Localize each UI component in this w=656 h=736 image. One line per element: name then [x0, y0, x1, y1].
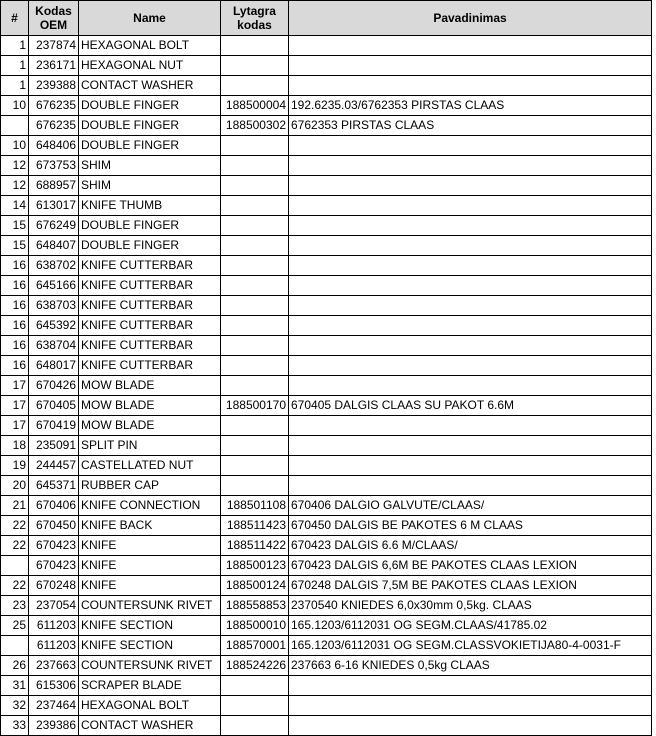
- cell-lytagra-code: [221, 156, 289, 176]
- table-row: [1, 536, 652, 556]
- cell-name: RUBBER CAP: [79, 476, 221, 496]
- table-row: [1, 316, 652, 336]
- cell-lytagra-code: [221, 296, 289, 316]
- cell-oem-code: 237874: [29, 36, 79, 56]
- cell-description: 237663 6-16 KNIEDES 0,5kg CLAAS: [289, 656, 652, 676]
- table-row: [1, 496, 652, 516]
- cell-lytagra-code: 188511423: [221, 516, 289, 536]
- cell-oem-code: 611203: [29, 636, 79, 656]
- cell-name: KNIFE CUTTERBAR: [79, 256, 221, 276]
- cell-name: KNIFE CONNECTION: [79, 496, 221, 516]
- cell-lytagra-code: [221, 436, 289, 456]
- cell-description: 670406 DALGIO GALVUTE/CLAAS/: [289, 496, 652, 516]
- cell-name: KNIFE CUTTERBAR: [79, 336, 221, 356]
- cell-lytagra-code: [221, 676, 289, 696]
- cell-number: 16: [1, 316, 29, 336]
- table-row: [1, 576, 652, 596]
- cell-name: MOW BLADE: [79, 416, 221, 436]
- cell-description: [289, 336, 652, 356]
- cell-oem-code: 670248: [29, 576, 79, 596]
- header-name: Name: [79, 1, 221, 36]
- table-row: [1, 376, 652, 396]
- cell-name: DOUBLE FINGER: [79, 116, 221, 136]
- cell-oem-code: 670419: [29, 416, 79, 436]
- cell-oem-code: 638702: [29, 256, 79, 276]
- cell-description: [289, 196, 652, 216]
- cell-description: 670405 DALGIS CLAAS SU PAKOT 6.6M: [289, 396, 652, 416]
- cell-name: DOUBLE FINGER: [79, 96, 221, 116]
- table-row: [1, 196, 652, 216]
- cell-description: [289, 276, 652, 296]
- cell-number: 26: [1, 656, 29, 676]
- cell-lytagra-code: [221, 36, 289, 56]
- cell-name: DOUBLE FINGER: [79, 136, 221, 156]
- cell-lytagra-code: [221, 456, 289, 476]
- cell-lytagra-code: [221, 196, 289, 216]
- cell-oem-code: 648017: [29, 356, 79, 376]
- cell-description: [289, 256, 652, 276]
- cell-number: 31: [1, 676, 29, 696]
- cell-description: [289, 716, 652, 736]
- table-row: [1, 436, 652, 456]
- cell-description: 670450 DALGIS BE PAKOTES 6 M CLAAS: [289, 516, 652, 536]
- cell-name: KNIFE CUTTERBAR: [79, 296, 221, 316]
- table-row: [1, 296, 652, 316]
- cell-oem-code: 688957: [29, 176, 79, 196]
- cell-oem-code: 244457: [29, 456, 79, 476]
- cell-description: [289, 236, 652, 256]
- cell-lytagra-code: [221, 376, 289, 396]
- cell-oem-code: 237054: [29, 596, 79, 616]
- cell-description: 2370540 KNIEDES 6,0x30mm 0,5kg. CLAAS: [289, 596, 652, 616]
- cell-lytagra-code: 188500123: [221, 556, 289, 576]
- table-row: [1, 696, 652, 716]
- cell-description: [289, 36, 652, 56]
- cell-lytagra-code: [221, 276, 289, 296]
- cell-number: 19: [1, 456, 29, 476]
- cell-oem-code: 670423: [29, 536, 79, 556]
- cell-name: DOUBLE FINGER: [79, 216, 221, 236]
- table-row: [1, 136, 652, 156]
- cell-lytagra-code: 188570001: [221, 636, 289, 656]
- cell-number: 16: [1, 256, 29, 276]
- table-row: [1, 556, 652, 576]
- cell-lytagra-code: [221, 316, 289, 336]
- cell-oem-code: 237663: [29, 656, 79, 676]
- cell-name: CONTACT WASHER: [79, 76, 221, 96]
- cell-oem-code: 673753: [29, 156, 79, 176]
- cell-oem-code: 613017: [29, 196, 79, 216]
- cell-oem-code: 676235: [29, 96, 79, 116]
- cell-name: KNIFE CUTTERBAR: [79, 356, 221, 376]
- cell-lytagra-code: [221, 136, 289, 156]
- table-row: [1, 656, 652, 676]
- cell-description: [289, 296, 652, 316]
- table-row: [1, 636, 652, 656]
- cell-oem-code: 645392: [29, 316, 79, 336]
- cell-name: SCRAPER BLADE: [79, 676, 221, 696]
- cell-lytagra-code: 188500004: [221, 96, 289, 116]
- cell-oem-code: 670406: [29, 496, 79, 516]
- table-row: [1, 396, 652, 416]
- cell-lytagra-code: [221, 76, 289, 96]
- table-row: [1, 336, 652, 356]
- cell-oem-code: 648406: [29, 136, 79, 156]
- cell-name: SHIM: [79, 176, 221, 196]
- table-row: [1, 156, 652, 176]
- cell-lytagra-code: 188524226: [221, 656, 289, 676]
- cell-name: COUNTERSUNK RIVET: [79, 656, 221, 676]
- cell-lytagra-code: [221, 716, 289, 736]
- cell-description: [289, 56, 652, 76]
- cell-number: 17: [1, 376, 29, 396]
- table-header: [1, 1, 652, 36]
- cell-number: 22: [1, 536, 29, 556]
- cell-oem-code: 645166: [29, 276, 79, 296]
- header-number: #: [1, 1, 29, 36]
- cell-description: [289, 316, 652, 336]
- cell-name: KNIFE: [79, 556, 221, 576]
- cell-lytagra-code: 188501108: [221, 496, 289, 516]
- cell-description: 670248 DALGIS 7,5M BE PAKOTES CLAAS LEXION: [289, 576, 652, 596]
- cell-lytagra-code: [221, 56, 289, 76]
- cell-description: 6762353 PIRSTAS CLAAS: [289, 116, 652, 136]
- cell-oem-code: 648407: [29, 236, 79, 256]
- table-row: [1, 256, 652, 276]
- cell-oem-code: 239386: [29, 716, 79, 736]
- cell-number: 1: [1, 56, 29, 76]
- table-row: [1, 456, 652, 476]
- cell-name: KNIFE CUTTERBAR: [79, 316, 221, 336]
- table-row: [1, 276, 652, 296]
- table-row: [1, 56, 652, 76]
- cell-name: CONTACT WASHER: [79, 716, 221, 736]
- cell-description: 670423 DALGIS 6.6 M/CLAAS/: [289, 536, 652, 556]
- cell-number: 25: [1, 616, 29, 636]
- cell-number: 17: [1, 396, 29, 416]
- cell-number: 16: [1, 296, 29, 316]
- cell-name: COUNTERSUNK RIVET: [79, 596, 221, 616]
- table-row: [1, 116, 652, 136]
- cell-name: KNIFE: [79, 536, 221, 556]
- cell-oem-code: 615306: [29, 676, 79, 696]
- cell-lytagra-code: 188500170: [221, 396, 289, 416]
- cell-description: [289, 476, 652, 496]
- cell-number: 10: [1, 136, 29, 156]
- table-row: [1, 516, 652, 536]
- cell-oem-code: 638704: [29, 336, 79, 356]
- cell-lytagra-code: 188558853: [221, 596, 289, 616]
- table-row: [1, 416, 652, 436]
- cell-description: 165.1203/6112031 OG SEGM.CLAAS/41785.02: [289, 616, 652, 636]
- cell-description: [289, 176, 652, 196]
- cell-name: KNIFE THUMB: [79, 196, 221, 216]
- cell-number: [1, 556, 29, 576]
- cell-number: 23: [1, 596, 29, 616]
- cell-oem-code: 676249: [29, 216, 79, 236]
- table-body: [1, 36, 652, 736]
- cell-number: 1: [1, 76, 29, 96]
- cell-description: 192.6235.03/6762353 PIRSTAS CLAAS: [289, 96, 652, 116]
- cell-oem-code: 670405: [29, 396, 79, 416]
- table-row: [1, 36, 652, 56]
- cell-oem-code: 236171: [29, 56, 79, 76]
- cell-lytagra-code: [221, 476, 289, 496]
- cell-lytagra-code: [221, 356, 289, 376]
- cell-name: MOW BLADE: [79, 376, 221, 396]
- cell-number: 12: [1, 156, 29, 176]
- cell-oem-code: 645371: [29, 476, 79, 496]
- cell-lytagra-code: [221, 696, 289, 716]
- table-row: [1, 476, 652, 496]
- cell-description: [289, 416, 652, 436]
- cell-name: KNIFE CUTTERBAR: [79, 276, 221, 296]
- cell-description: [289, 436, 652, 456]
- cell-description: [289, 216, 652, 236]
- cell-lytagra-code: [221, 216, 289, 236]
- cell-lytagra-code: [221, 256, 289, 276]
- cell-description: [289, 376, 652, 396]
- cell-number: 16: [1, 356, 29, 376]
- cell-lytagra-code: [221, 236, 289, 256]
- cell-number: 1: [1, 36, 29, 56]
- cell-number: 21: [1, 496, 29, 516]
- cell-number: 17: [1, 416, 29, 436]
- cell-number: [1, 636, 29, 656]
- cell-oem-code: 676235: [29, 116, 79, 136]
- cell-oem-code: 235091: [29, 436, 79, 456]
- table-row: [1, 216, 652, 236]
- table-row: [1, 716, 652, 736]
- cell-number: 15: [1, 216, 29, 236]
- cell-oem-code: 237464: [29, 696, 79, 716]
- cell-lytagra-code: 188500010: [221, 616, 289, 636]
- cell-description: [289, 76, 652, 96]
- cell-lytagra-code: [221, 336, 289, 356]
- header-row: [1, 1, 652, 36]
- cell-name: HEXAGONAL BOLT: [79, 36, 221, 56]
- cell-number: 10: [1, 96, 29, 116]
- table-row: [1, 76, 652, 96]
- cell-lytagra-code: 188511422: [221, 536, 289, 556]
- cell-description: [289, 456, 652, 476]
- cell-number: 16: [1, 336, 29, 356]
- cell-number: 16: [1, 276, 29, 296]
- cell-number: 12: [1, 176, 29, 196]
- cell-description: 670423 DALGIS 6,6M BE PAKOTES CLAAS LEXION: [289, 556, 652, 576]
- cell-lytagra-code: [221, 416, 289, 436]
- cell-number: 22: [1, 516, 29, 536]
- cell-oem-code: 611203: [29, 616, 79, 636]
- cell-description: [289, 676, 652, 696]
- cell-description: [289, 136, 652, 156]
- cell-name: SPLIT PIN: [79, 436, 221, 456]
- table-row: [1, 676, 652, 696]
- cell-number: 20: [1, 476, 29, 496]
- cell-description: [289, 156, 652, 176]
- cell-number: 15: [1, 236, 29, 256]
- table-row: [1, 176, 652, 196]
- table-row: [1, 96, 652, 116]
- cell-oem-code: 239388: [29, 76, 79, 96]
- table-row: [1, 236, 652, 256]
- header-oem-code: Kodas OEM: [29, 1, 79, 36]
- cell-oem-code: 638703: [29, 296, 79, 316]
- cell-oem-code: 670450: [29, 516, 79, 536]
- cell-name: DOUBLE FINGER: [79, 236, 221, 256]
- cell-number: 33: [1, 716, 29, 736]
- cell-name: MOW BLADE: [79, 396, 221, 416]
- table-row: [1, 596, 652, 616]
- table-row: [1, 616, 652, 636]
- cell-name: SHIM: [79, 156, 221, 176]
- cell-number: 18: [1, 436, 29, 456]
- cell-description: [289, 356, 652, 376]
- cell-lytagra-code: 188500124: [221, 576, 289, 596]
- cell-lytagra-code: 188500302: [221, 116, 289, 136]
- cell-oem-code: 670423: [29, 556, 79, 576]
- cell-oem-code: 670426: [29, 376, 79, 396]
- cell-name: HEXAGONAL BOLT: [79, 696, 221, 716]
- cell-name: HEXAGONAL NUT: [79, 56, 221, 76]
- cell-name: KNIFE SECTION: [79, 616, 221, 636]
- cell-number: 14: [1, 196, 29, 216]
- cell-name: CASTELLATED NUT: [79, 456, 221, 476]
- cell-number: 32: [1, 696, 29, 716]
- cell-number: 22: [1, 576, 29, 596]
- table-row: [1, 356, 652, 376]
- cell-lytagra-code: [221, 176, 289, 196]
- cell-number: [1, 116, 29, 136]
- cell-description: 165.1203/6112031 OG SEGM.CLASSVOKIETIJA80-4-0031-F: [289, 636, 652, 656]
- cell-name: KNIFE: [79, 576, 221, 596]
- header-lytagra-code: Lytagra kodas: [221, 1, 289, 36]
- cell-name: KNIFE BACK: [79, 516, 221, 536]
- cell-description: [289, 696, 652, 716]
- cell-name: KNIFE SECTION: [79, 636, 221, 656]
- header-description: Pavadinimas: [289, 1, 652, 36]
